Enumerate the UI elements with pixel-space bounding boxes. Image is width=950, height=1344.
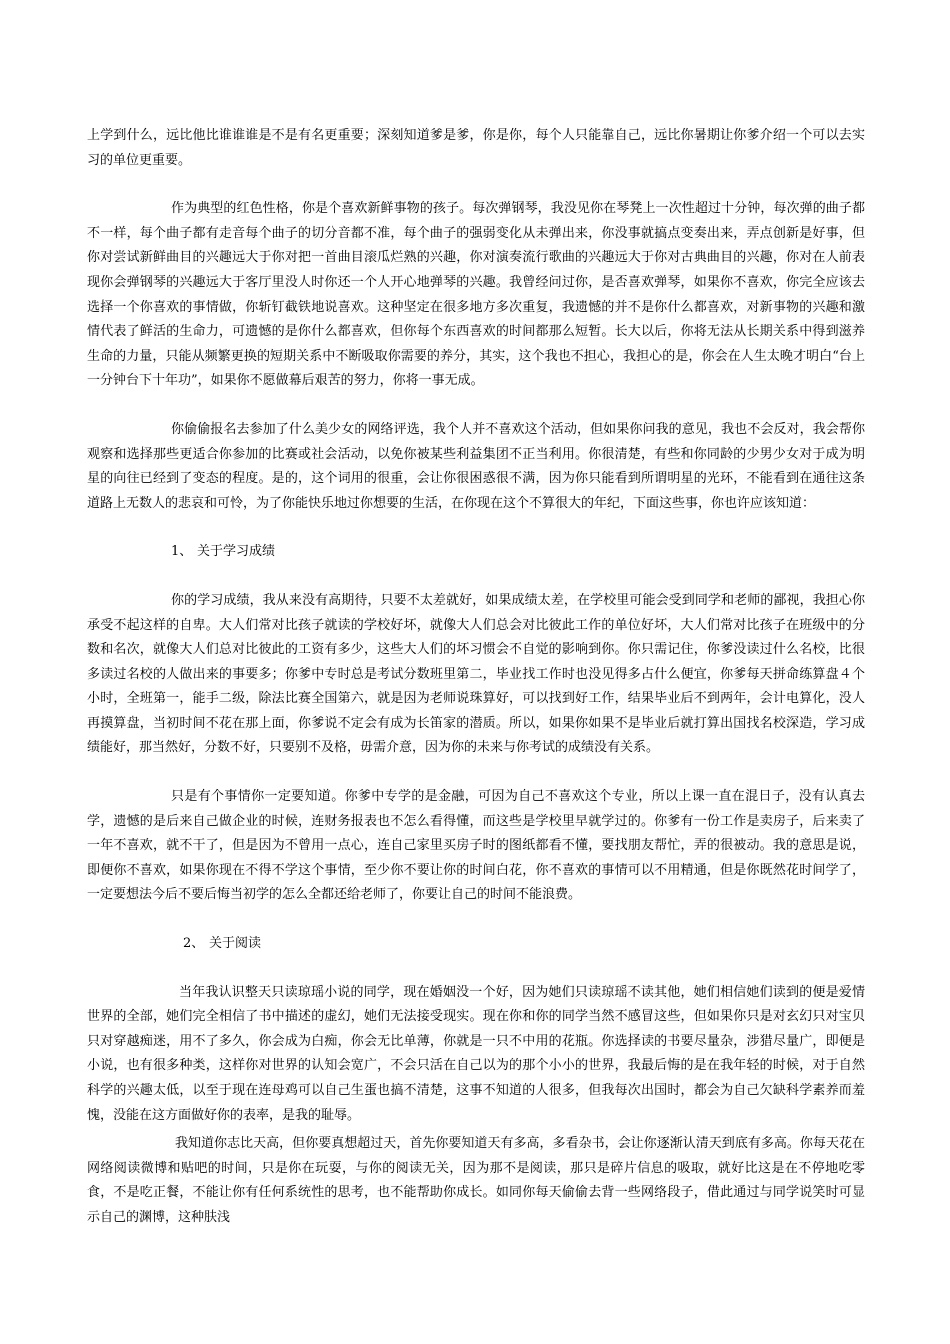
- section-title: 关于学习成绩: [197, 544, 276, 560]
- paragraph: 你的学习成绩，我从来没有高期待，只要不太差就好，如果成绩太差，在学校里可能会受到同学和老师的鄙视，我担心你承受不起这样的自卑。大人们常对比孩子就读的学校好坏，就像大人们总会对比彼此工作的单位好坏，大人们常对比孩子在班级中的分数和名次，就像大人们总对比彼此的工资有多少，这些大人们的坏习惯会不自觉的影响到你。你只需记住，你爹没读过什么名校，比很多读过名校的人做出来的事要多；你爹中专时总是考试分数班里第二，毕业找工作时也没见得多占什么便宜，你爹每天拼命练算盘４个小时，全班第一，能手二级，除法比赛全国第六，就是因为老师说珠算好，可以找到好工作，结果毕业后不到两年，会计电算化，没人再摸算盘，当初时间不花在那上面，你爹说不定会有成为长笛家的潜质。所以，如果你如果不是毕业后就打算出国找名校深造，学习成绩能好，那当然好，分数不好，只要别不及格，毋需介意，因为你的未来与你考试的成绩没有关系。: [87, 592, 865, 756]
- paragraph: 上学到什么，远比他比谁谁谁是不是有名更重要；深刻知道爹是爹，你是你，每个人只能靠自己，远比你暑期让你爹介绍一个可以去实习的单位更重要。: [87, 128, 865, 168]
- document-page: [87, 124, 865, 1231]
- section-heading-1: [87, 540, 865, 565]
- section-title: 关于阅读: [209, 936, 262, 952]
- paragraph: 作为典型的红色性格，你是个喜欢新鲜事物的孩子。每次弹钢琴，我没见你在琴凳上一次性超过十分钟，每次弹的曲子都不一样，每个曲子都有走音每个曲子的切分音都不准，每个曲子的强弱变化从未弹出来，你没事就搞点变奏出来，弄点创新是好事，但你对尝试新鲜曲目的兴趣远大于你对把一首曲目滚瓜烂熟的兴趣，你对演奏流行歌曲的兴趣远大于你对古典曲目的兴趣，你对在人前表现你会弹钢琴的兴趣远大于客厅里没人时你还一个人开心地弹琴的兴趣。我曾经问过你，是否喜欢弹琴，如果你不喜欢，你完全应该去选择一个你喜欢的事情做，你斩钉截铁地说喜欢。这种坚定在很多地方多次重复，我遗憾的并不是你什么都喜欢，对新事物的兴趣和激情代表了鲜活的生命力，可遗憾的是你什么都喜欢，但你每个东西喜欢的时间都那么短暂。长大以后，你将无法从长期关系中得到滋养生命的力量，只能从频繁更换的短期关系中不断吸取你需要的养分，其实，这个我也不担心，我担心的是，你会在人生太晚才明白“台上一分钟台下十年功”，如果你不愿做幕后艰苦的努力，你将一事无成。: [87, 201, 865, 389]
- section-number: 1、: [171, 544, 193, 560]
- section-number: 2、: [183, 936, 205, 952]
- paragraph: 只是有个事情你一定要知道。你爹中专学的是金融，可因为自己不喜欢这个专业，所以上课一直在混日子，没有认真去学，遗憾的是后来自己做企业的时候，连财务报表也不怎么看得懂，而这些是学校里早就学过的。你爹有一份工作是卖房子，后来卖了一年不喜欢，就不干了，但是因为不曾用一点心，连自己家里买房子时的图纸都看不懂，要找朋友帮忙，弄的很被动。我的意思是说，即便你不喜欢，如果你现在不得不学这个事情，至少你不要让你的时间白花，你不喜欢的事情可以不用精通，但是你既然花时间学了，一定要想法今后不要后悔当初学的怎么全都还给老师了，你要让自己的时间不能浪费。: [87, 789, 865, 903]
- paragraph: 我知道你志比天高，但你要真想超过天，首先你要知道天有多高，多看杂书，会让你逐渐认清天到底有多高。你每天花在网络阅读微博和贴吧的时间，只是你在玩耍，与你的阅读无关，因为那不是阅读，那只是碎片信息的吸取，就好比这是在不停地吃零食，不是吃正餐，不能让你有任何系统性的思考，也不能帮助你成长。如同你每天偷偷去背一些网络段子，借此通过与同学说笑时可显示自己的渊博，这种肤浅: [87, 1136, 865, 1225]
- section-heading-2: [87, 932, 865, 957]
- paragraph: 当年我认识整天只读琼瑶小说的同学，现在婚姻没一个好，因为她们只读琼瑶不读其他，她们相信她们读到的便是爱情世界的全部，她们完全相信了书中描述的虚幻，她们无法接受现实。现在你和你的同学当然不感冒这些，但如果你只是对玄幻只对宝贝只对穿越痴迷，用不了多久，你会成为白痴，你会无比单薄，你就是一只不中用的花瓶。你选择读的书要尽量杂，涉猎尽量广，即便是小说，也有很多种类，这样你对世界的认知会宽广，不会只活在自己以为的那个小小的世界，我最后悔的是在我年轻的时候，对于自然科学的兴趣太低，以至于现在连母鸡可以自己生蛋也搞不清楚，这事不知道的人很多，但我每次出国时，都会为自己欠缺科学素养而羞愧，没能在这方面做好你的表率，是我的耻辱。: [87, 984, 865, 1123]
- paragraph: 你偷偷报名去参加了什么美少女的网络评选，我个人并不喜欢这个活动，但如果你问我的意见，我也不会反对，我会帮你观察和选择那些更适合你参加的比赛或社会活动，以免你被某些利益集团不正当利用。你很清楚，有些和你同龄的少男少女对于成为明星的向往已经到了变态的程度。是的，这个词用的很重，会让你很困惑很不满，因为你只能看到所谓明星的光环，不能看到在通往这条道路上无数人的悲哀和可怜，为了你能快乐地过你想要的生活，在你现在这个不算很大的年纪，下面这些事，你也许应该知道：: [87, 421, 865, 511]
